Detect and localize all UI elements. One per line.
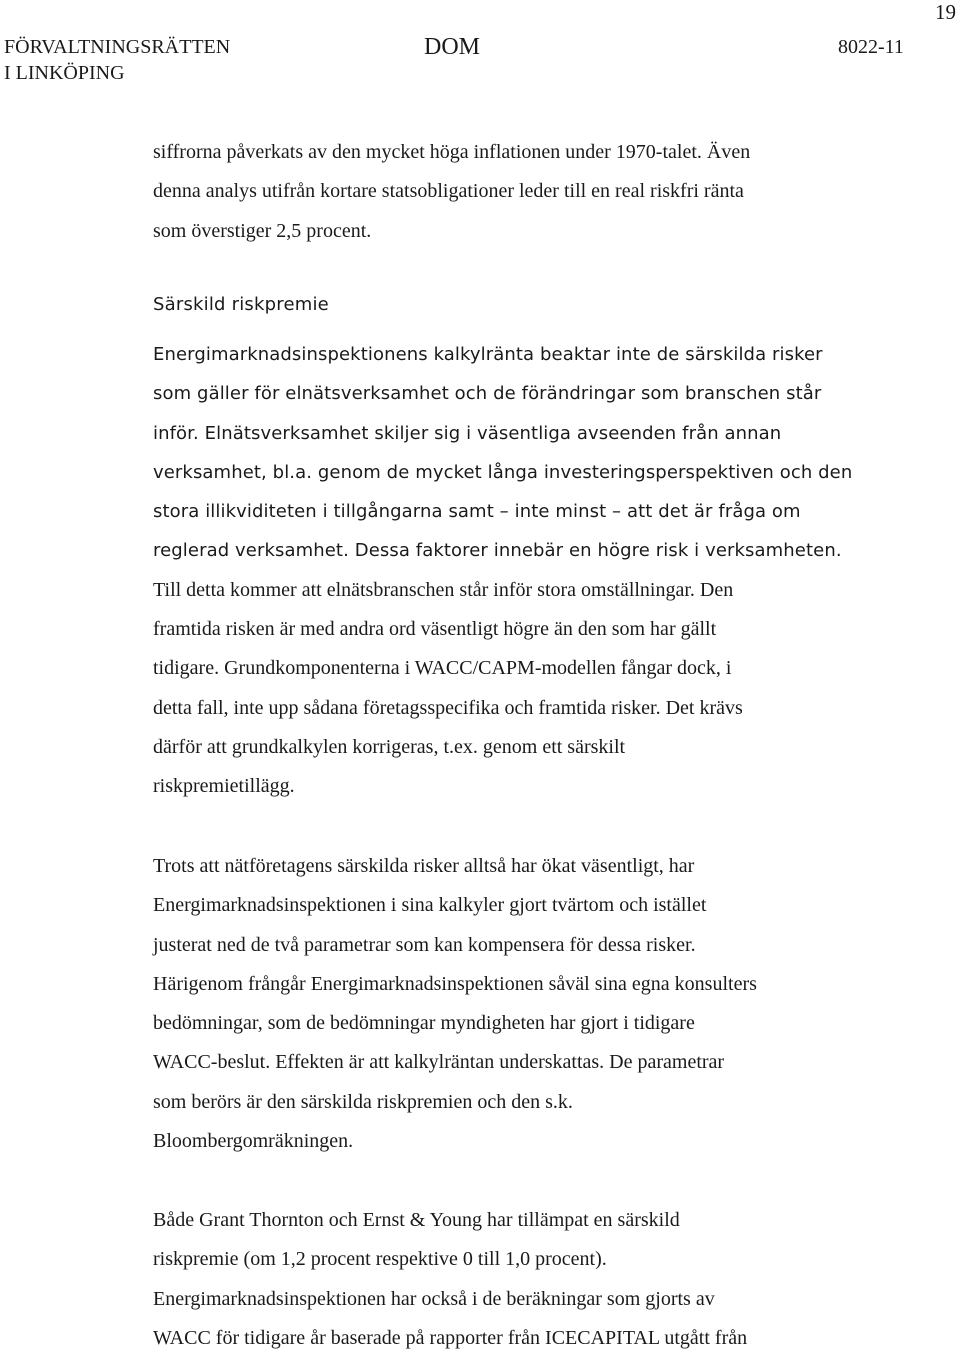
paragraph-risk-premium — [153, 335, 853, 807]
paragraph-consultants — [153, 1201, 853, 1358]
text-line: detta fall, inte upp sådana företagsspecifika och framtida risker. Det krävs — [153, 696, 743, 719]
text-line: tidigare. Grundkomponenterna i WACC/CAPM-modellen fångar dock, i — [153, 657, 732, 680]
text-line: justerat ned de två parametrar som kan kompensera för dessa risker. — [153, 933, 696, 956]
text-line: Trots att nätföretagens särskilda risker alltså har ökat väsentligt, har — [153, 855, 695, 877]
court-name-line2: I LINKÖPING — [4, 62, 125, 84]
text-line: Både Grant Thornton och Ernst & Young har tillämpat en särskild — [153, 1209, 680, 1231]
text-line: framtida risken är med andra ord väsentligt högre än den som har gällt — [153, 618, 717, 641]
section-heading: Särskild riskpremie — [153, 294, 329, 315]
text-line: Bloombergomräkningen. — [153, 1130, 354, 1153]
page-number: 19 — [935, 0, 956, 24]
text-line: riskpremie (om 1,2 procent respektive 0 till 1,0 procent). — [153, 1248, 607, 1271]
text-line: Härigenom frångår Energimarknadsinspektionen såväl sina egna konsulters — [153, 972, 757, 995]
paragraph-inflation — [153, 133, 853, 251]
text-line: Energimarknadsinspektionens kalkylränta beaktar inte de särskilda risker — [153, 344, 823, 365]
text-line: riskpremietillägg. — [153, 775, 295, 798]
case-number: 8022-11 — [838, 36, 904, 58]
text-line: Till detta kommer att elnätsbranschen står inför stora omställningar. Den — [153, 578, 734, 601]
paragraph-parameters — [153, 847, 853, 1161]
text-line: siffrorna påverkats av den mycket höga inflationen under 1970-talet. Även — [153, 141, 751, 163]
court-name — [4, 34, 230, 86]
text-line: som berörs är den särskilda riskpremien och den s.k. — [153, 1090, 573, 1113]
text-line: bedömningar, som de bedömningar myndigheten har gjort i tidigare — [153, 1012, 695, 1035]
text-line: som gäller för elnätsverksamhet och de förändringar som branschen står — [153, 383, 822, 405]
text-line: därför att grundkalkylen korrigeras, t.ex. genom ett särskilt — [153, 735, 626, 758]
text-line: inför. Elnätsverksamhet skiljer sig i väsentliga avseenden från annan — [153, 422, 782, 444]
court-name-line1: FÖRVALTNINGSRÄTTEN — [4, 36, 231, 58]
text-line: stora illikviditeten i tillgångarna samt – inte minst – att det är fråga om — [153, 501, 801, 523]
text-line: denna analys utifrån kortare statsobligationer leder till en real riskfri ränta — [153, 180, 744, 203]
text-line: verksamhet, bl.a. genom de mycket långa investeringsperspektiven och den — [153, 461, 853, 483]
text-line: Energimarknadsinspektionen i sina kalkyler gjort tvärtom och istället — [153, 894, 707, 917]
document-type: DOM — [424, 34, 481, 60]
text-line: Energimarknadsinspektionen har också i de beräkningar som gjorts av — [153, 1287, 715, 1310]
text-line: WACC-beslut. Effekten är att kalkylräntan underskattas. De parametrar — [153, 1051, 725, 1074]
text-line: reglerad verksamhet. Dessa faktorer innebär en högre risk i verksamheten. — [153, 540, 842, 562]
text-line: WACC för tidigare år baserade på rapporter från ICECAPITAL utgått från — [153, 1326, 748, 1349]
text-line: som överstiger 2,5 procent. — [153, 219, 372, 242]
